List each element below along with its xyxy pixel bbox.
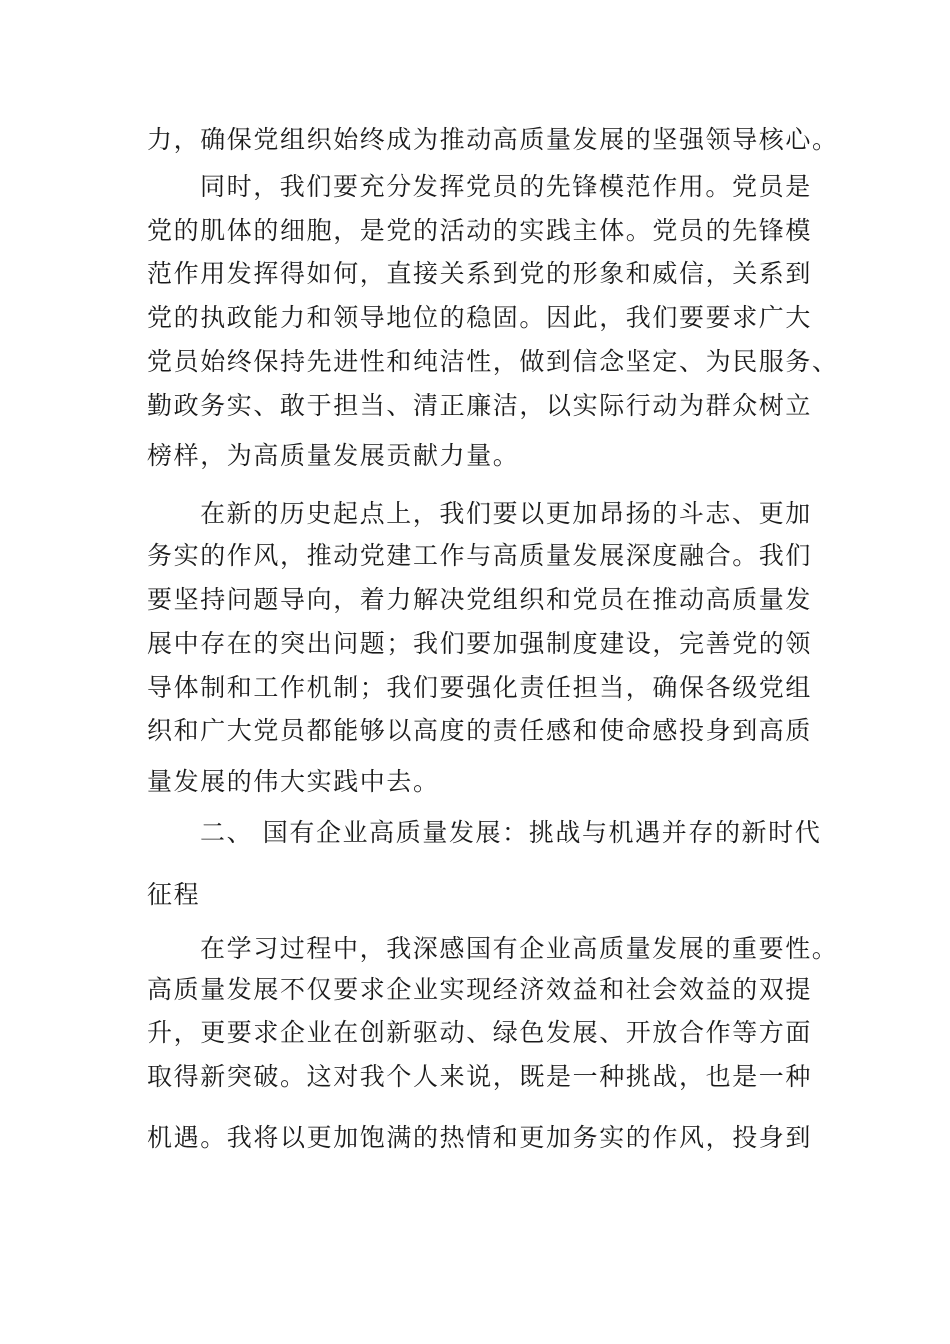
body-text-line: 织和广大党员都能够以高度的责任感和使命感投身到高质	[147, 716, 813, 745]
body-text-line: 党的执政能力和领导地位的稳固。因此，我们要要求广大	[147, 303, 813, 332]
body-text-line: 展中存在的突出问题；我们要加强制度建设，完善党的领	[147, 629, 813, 658]
body-text-line: 高质量发展不仅要求企业实现经济效益和社会效益的双提	[147, 975, 813, 1004]
body-text-line: 务实的作风，推动党建工作与高质量发展深度融合。我们	[147, 541, 813, 570]
body-text-line: 要坚持问题导向，着力解决党组织和党员在推动高质量发	[147, 585, 813, 614]
paragraph-first-line: 在学习过程中，我深感国有企业高质量发展的重要性。	[200, 934, 839, 963]
body-text-line: 力，确保党组织始终成为推动高质量发展的坚强领导核心。	[147, 125, 839, 154]
body-text-line: 党的肌体的细胞，是党的活动的实践主体。党员的先锋模	[147, 216, 813, 245]
paragraph-first-line: 同时，我们要充分发挥党员的先锋模范作用。党员是	[200, 172, 812, 201]
body-text-line: 范作用发挥得如何，直接关系到党的形象和威信，关系到	[147, 259, 813, 288]
paragraph-first-line: 在新的历史起点上，我们要以更加昂扬的斗志、更加	[200, 499, 812, 528]
body-text-line: 党员始终保持先进性和纯洁性，做到信念坚定、为民服务、	[147, 347, 839, 376]
body-text-line: 升，更要求企业在创新驱动、绿色发展、开放合作等方面	[147, 1018, 813, 1047]
section-heading-continuation: 征程	[147, 880, 201, 909]
body-text-line: 导体制和工作机制；我们要强化责任担当，确保各级党组	[147, 673, 813, 702]
body-text-line: 机遇。我将以更加饱满的热情和更加务实的作风，投身到	[147, 1123, 813, 1152]
body-text-line: 勤政务实、敢于担当、清正廉洁，以实际行动为群众树立	[147, 391, 813, 420]
section-heading: 二、 国有企业高质量发展：挑战与机遇并存的新时代	[200, 818, 822, 847]
body-text-line: 量发展的伟大实践中去。	[147, 767, 440, 796]
body-text-line: 榜样，为高质量发展贡献力量。	[147, 441, 520, 470]
body-text-line: 取得新突破。这对我个人来说，既是一种挑战，也是一种	[147, 1062, 813, 1091]
